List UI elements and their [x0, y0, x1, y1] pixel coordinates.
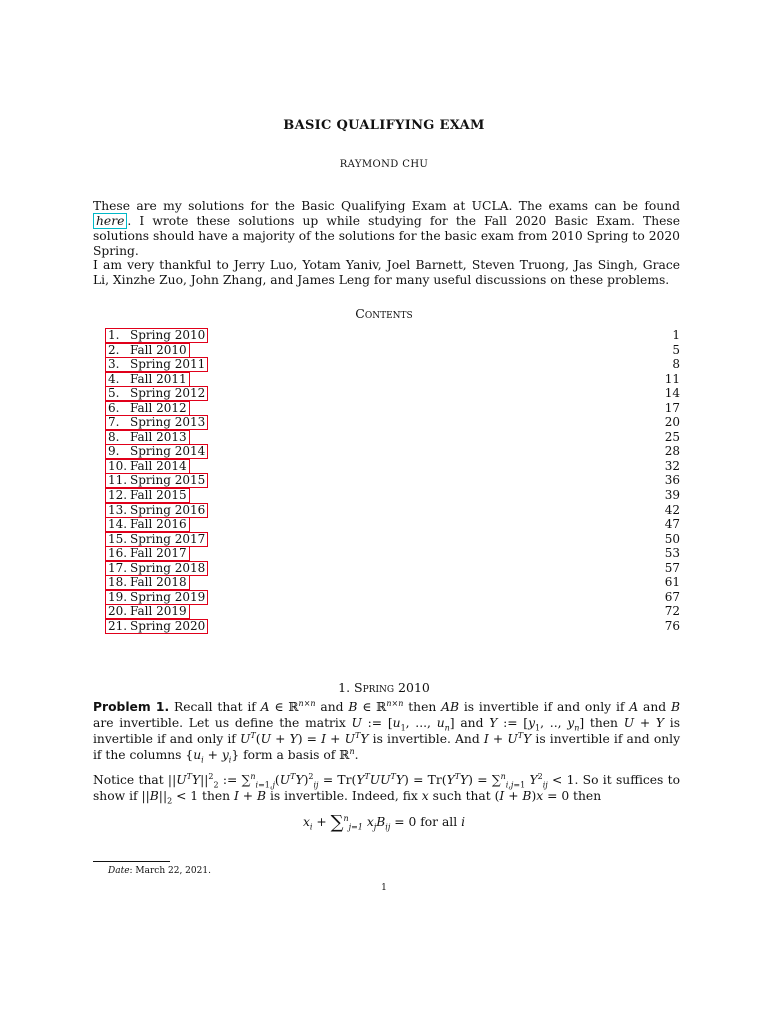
toc-number: 17.	[108, 560, 128, 575]
toc-label: Fall 2017	[130, 546, 187, 561]
toc-number: 16.	[108, 546, 128, 561]
toc-page-number: 57	[664, 560, 680, 575]
toc-number: 20.	[108, 604, 128, 619]
intro-text-end: . I wrote these solutions up while studying for the Fall 2020 Basic Exam. These solutions should have a majority of the solutions for the basic exam from 2010 Spring to 2020 Spring.	[93, 214, 680, 258]
toc-page-number: 76	[664, 618, 680, 633]
toc-number: 13.	[108, 502, 128, 517]
table-of-contents	[105, 328, 680, 633]
toc-page-number: 5	[672, 342, 680, 357]
toc-label: Spring 2011	[130, 357, 206, 372]
toc-link[interactable]	[105, 357, 208, 372]
toc-link[interactable]	[105, 415, 208, 430]
toc-number: 2.	[108, 342, 120, 357]
toc-number: 18.	[108, 575, 128, 590]
problem-label: Problem 1.	[93, 700, 170, 714]
toc-page-number: 1	[672, 328, 680, 342]
toc-page-number: 72	[664, 604, 680, 619]
toc-link[interactable]	[105, 604, 190, 619]
toc-page-number: 28	[664, 444, 680, 459]
toc-link[interactable]	[105, 561, 208, 576]
date-footnote	[108, 866, 211, 876]
toc-label: Spring 2012	[130, 386, 206, 401]
toc-page-number: 36	[664, 473, 680, 488]
toc-link[interactable]	[105, 372, 190, 387]
section-heading	[0, 680, 768, 695]
toc-link[interactable]	[105, 503, 208, 518]
toc-entry	[105, 415, 680, 430]
toc-number: 11.	[108, 473, 128, 488]
toc-link[interactable]	[105, 619, 208, 634]
problem-1-text: Problem 1. Recall that if A ∈ ℝ$^{n\times n}$ and B ∈ ℝ$^{n\times n}$ then AB is invertible if and only if A and B are invertible. Let us define the matrix U := [$u_1$, ..., $u_n$] and Y := [$y_1$, .., $y_n$] then U + Y is invertible if and only if $U^T(U + Y) = I + U^TY$ is invertible. And $I + U^TY$ is invertible if and only if the columns $\{u_i + y_i\}$ form a basis of ℝ$^n$.	[93, 698, 681, 765]
thanks-paragraph: I am very thankful to Jerry Luo, Yotam Yaniv, Joel Barnett, Steven Truong, Jas Singh, Grace Li, Xinzhe Zuo, John Zhang, and James Leng for many useful discussions on these problems.	[93, 258, 680, 287]
toc-label: Spring 2017	[130, 531, 206, 546]
notice-paragraph: Notice that $||U^TY||^2_2$ := $\sum^n_{i=1,j}(U^TY)^2_{ij} = Tr(Y^TUU^TY) = Tr(Y^TY) = \sum^n_{i,j=1}$ $Y^2_{ij} < 1$. So it suffices to show if $||B||_2 < 1$ then I + B is invertible. Indeed, fix x such that (I + B)x = 0 then	[93, 771, 680, 806]
toc-link[interactable]	[105, 532, 208, 547]
display-equation: $x_i + \sum^n_{j=1}$ $x_jB_{ij} = 0$ for all i	[302, 812, 465, 833]
toc-label: Spring 2010	[130, 328, 206, 342]
toc-entry	[105, 444, 680, 459]
toc-number: 21.	[108, 618, 128, 633]
toc-entry	[105, 561, 680, 576]
toc-link[interactable]	[105, 488, 190, 503]
toc-label: Fall 2015	[130, 488, 187, 503]
toc-label: Fall 2013	[130, 429, 187, 444]
toc-entry	[105, 503, 680, 518]
toc-link[interactable]	[105, 590, 208, 605]
footnote-text: : March 22, 2021.	[129, 866, 211, 876]
section-title: Spring 2010	[354, 680, 430, 695]
toc-number: 3.	[108, 357, 120, 372]
toc-link[interactable]	[105, 546, 190, 561]
toc-entry	[105, 546, 680, 561]
toc-label: Fall 2016	[130, 517, 187, 532]
toc-page-number: 14	[664, 386, 680, 401]
toc-label: Spring 2014	[130, 444, 206, 459]
page-number: 1	[381, 883, 387, 893]
toc-label: Spring 2018	[130, 560, 206, 575]
toc-page-number: 32	[664, 458, 680, 473]
toc-page-number: 25	[664, 429, 680, 444]
toc-number: 9.	[108, 444, 120, 459]
toc-entry	[105, 401, 680, 416]
toc-number: 4.	[108, 371, 120, 386]
toc-label: Fall 2018	[130, 575, 187, 590]
toc-entry	[105, 532, 680, 547]
toc-number: 1.	[108, 328, 120, 342]
toc-label: Fall 2010	[130, 342, 187, 357]
toc-link[interactable]	[105, 430, 190, 445]
intro-text-start: These are my solutions for the Basic Qualifying Exam at UCLA. The exams can be found	[93, 199, 680, 213]
toc-link[interactable]	[105, 459, 190, 474]
toc-page-number: 53	[664, 546, 680, 561]
toc-link[interactable]	[105, 473, 208, 488]
toc-number: 12.	[108, 488, 128, 503]
toc-label: Fall 2012	[130, 400, 187, 415]
toc-number: 6.	[108, 400, 120, 415]
toc-link[interactable]	[105, 386, 208, 401]
toc-page-number: 17	[664, 400, 680, 415]
toc-entry	[105, 343, 680, 358]
intro-paragraph	[93, 199, 680, 259]
toc-page-number: 47	[664, 517, 680, 532]
toc-page-number: 8	[672, 357, 680, 372]
toc-page-number: 67	[664, 589, 680, 604]
toc-label: Fall 2019	[130, 604, 187, 619]
toc-link[interactable]	[105, 328, 208, 343]
toc-entry	[105, 488, 680, 503]
toc-entry	[105, 590, 680, 605]
toc-entry	[105, 604, 680, 619]
toc-label: Spring 2013	[130, 415, 206, 430]
toc-page-number: 20	[664, 415, 680, 430]
toc-number: 15.	[108, 531, 128, 546]
toc-number: 19.	[108, 589, 128, 604]
toc-entry	[105, 372, 680, 387]
toc-page-number: 42	[664, 502, 680, 517]
toc-entry	[105, 473, 680, 488]
toc-number: 7.	[108, 415, 120, 430]
toc-entry	[105, 430, 680, 445]
section-number: 1.	[338, 680, 351, 695]
toc-number: 14.	[108, 517, 128, 532]
toc-link[interactable]	[105, 401, 190, 416]
toc-link[interactable]	[105, 575, 190, 590]
toc-label: Spring 2016	[130, 502, 206, 517]
toc-link[interactable]	[105, 343, 190, 358]
exams-link[interactable]: here	[93, 213, 127, 229]
toc-entry	[105, 619, 680, 634]
toc-link[interactable]	[105, 444, 208, 459]
toc-page-number: 39	[664, 488, 680, 503]
toc-entry	[105, 517, 680, 532]
toc-entry	[105, 575, 680, 590]
toc-page-number: 50	[664, 531, 680, 546]
toc-entry	[105, 357, 680, 372]
document-title: BASIC QUALIFYING EXAM	[283, 118, 485, 133]
toc-number: 5.	[108, 386, 120, 401]
toc-entry	[105, 459, 680, 474]
toc-page-number: 11	[664, 371, 680, 386]
toc-label: Fall 2014	[130, 458, 187, 473]
toc-label: Spring 2019	[130, 589, 206, 604]
footnote-label: Date	[108, 866, 130, 876]
toc-number: 10.	[108, 458, 128, 473]
document-author: RAYMOND CHU	[339, 159, 429, 170]
toc-label: Fall 2011	[130, 371, 187, 386]
toc-link[interactable]	[105, 517, 190, 532]
toc-entry	[105, 386, 680, 401]
toc-label: Spring 2015	[130, 473, 206, 488]
toc-entry	[105, 328, 680, 343]
toc-label: Spring 2020	[130, 618, 206, 633]
toc-page-number: 61	[664, 575, 680, 590]
footnote-rule	[93, 861, 170, 862]
toc-number: 8.	[108, 429, 120, 444]
contents-heading: Contents	[355, 306, 413, 321]
